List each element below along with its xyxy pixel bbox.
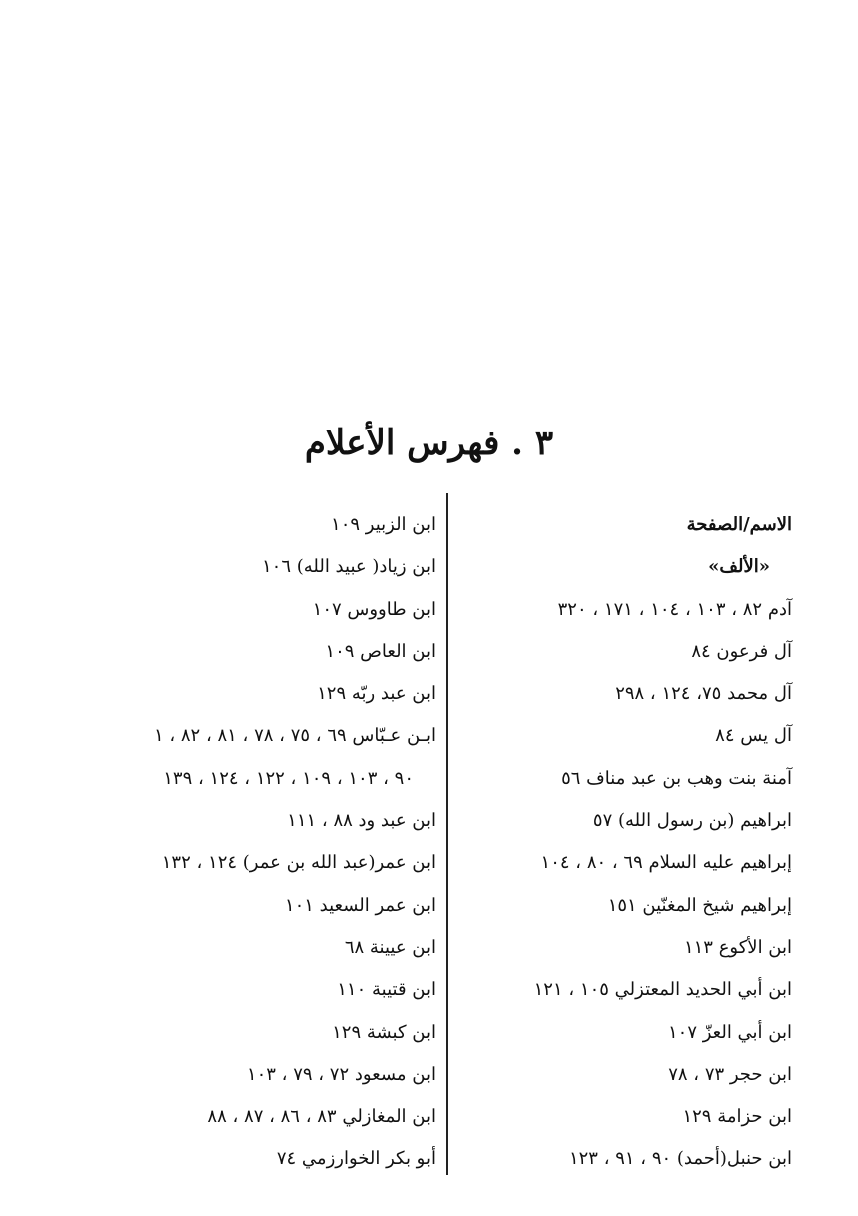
index-entry: إبراهيم شيخ المغنّين ١٥١ — [607, 894, 792, 916]
index-column-right — [442, 504, 792, 1181]
index-entry: ابن مسعود ٧٢ ، ٧٩ ، ١٠٣ — [246, 1063, 436, 1085]
index-entry: ابن حنبل(أحمد) ٩٠ ، ٩١ ، ١٢٣ — [568, 1148, 792, 1170]
column-header: الاسم/الصفحة — [686, 514, 792, 535]
index-entry: ابن عبد ود ٨٨ ، ١١١ — [287, 810, 436, 832]
index-entry: ابن الزبير ١٠٩ — [331, 514, 436, 535]
index-entry: آمنة بنت وهب بن عبد مناف ٥٦ — [561, 767, 792, 789]
section-heading-alif: «الألف» — [708, 556, 770, 578]
index-entry: ابراهيم (بن رسول الله) ٥٧ — [592, 810, 792, 832]
index-entry: ابن عمر السعيد ١٠١ — [284, 894, 436, 916]
index-column-left — [6, 504, 436, 1181]
index-entry-continuation: ٩٠ ، ١٠٣ ، ١٠٩ ، ١٢٢ ، ١٢٤ ، ١٣٩ — [163, 767, 414, 789]
page-title: ٣ . فهرس الأعلام — [304, 423, 554, 463]
index-entry: ابن الأكوع ١١٣ — [683, 936, 792, 958]
index-entry: إبراهيم عليه السلام ٦٩ ، ٨٠ ، ١٠٤ — [540, 852, 792, 874]
index-entry: أبو بكر الخوارزمي ٧٤ — [276, 1148, 436, 1170]
index-entry: ابن كبشة ١٢٩ — [332, 1021, 436, 1043]
index-entry: ابن العاص ١٠٩ — [325, 640, 436, 662]
index-entry: ابن عيينة ٦٨ — [344, 936, 436, 958]
index-entry: ابن طاووس ١٠٧ — [312, 598, 436, 620]
index-entry: ابن أبي العزّ ١٠٧ — [667, 1021, 792, 1043]
index-entry: آل محمد ٧٥، ١٢٤ ، ٢٩٨ — [615, 683, 792, 705]
index-entry: آل يس ٨٤ — [715, 725, 792, 747]
index-entry: ابن أبي الحديد المعتزلي ١٠٥ ، ١٢١ — [533, 979, 792, 1001]
index-entry: ابـن عـبّاس ٦٩ ، ٧٥ ، ٧٨ ، ٨١ ، ٨٢ ، ١ — [153, 725, 436, 747]
index-entry: آل فرعون ٨٤ — [691, 640, 792, 662]
index-entry: ابن عبد ربّه ١٢٩ — [317, 683, 436, 705]
index-entry: ابن المغازلي ٨٣ ، ٨٦ ، ٨٧ ، ٨٨ — [207, 1106, 436, 1128]
index-entry: ابن حجر ٧٣ ، ٧٨ — [668, 1063, 792, 1085]
index-entry: ابن زياد( عبيد الله) ١٠٦ — [261, 556, 436, 578]
index-entry: آدم ٨٢ ، ١٠٣ ، ١٠٤ ، ١٧١ ، ٣٢٠ — [557, 598, 792, 620]
index-entry: ابن قتيبة ١١٠ — [337, 979, 436, 1001]
index-entry: ابن حزامة ١٢٩ — [682, 1106, 792, 1128]
index-entry: ابن عمر(عبد الله بن عمر) ١٢٤ ، ١٣٢ — [161, 852, 436, 874]
